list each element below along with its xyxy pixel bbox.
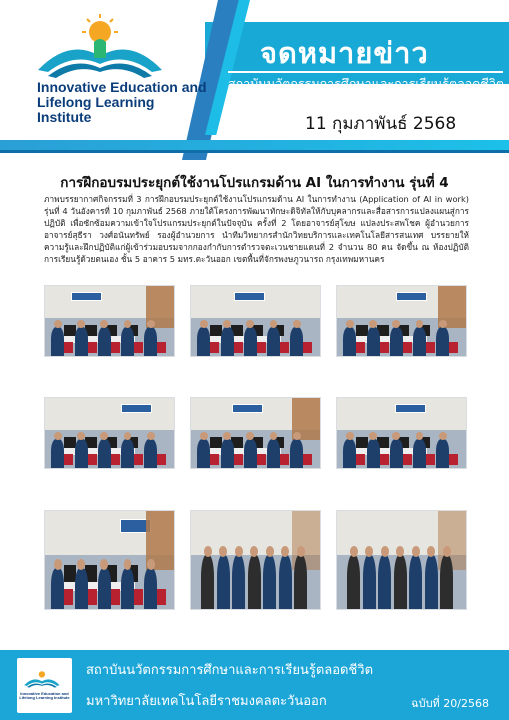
institute-name-en: Innovative Education and Lifelong Learning Institute — [37, 79, 207, 125]
institute-logo — [34, 12, 184, 84]
footer-institute-name: สถาบันนวัตกรรมการศึกษาและการเรียนรู้ตลอดชีวิต — [86, 663, 374, 678]
photo-training-room-2 — [190, 285, 321, 357]
issue-date: 11 กุมภาพันธ์ 2568 — [305, 114, 457, 134]
photo-group-photo-2 — [336, 510, 467, 610]
title-underline — [228, 71, 503, 73]
article-title: การฝึกอบรมประยุกต์ใช้งานโปรแกรมด้าน AI ในการทำงาน รุ่นที่ 4 — [60, 175, 449, 191]
photo-group-photo-1 — [190, 510, 321, 610]
newsletter-header — [0, 0, 509, 160]
newsletter-subtitle: สถาบันนวัตกรรมการศึกษาและการเรียนรู้ตลอดชีวิต — [228, 76, 505, 91]
photo-training-room-7 — [44, 510, 175, 610]
photo-training-room-1 — [44, 285, 175, 357]
photo-training-room-6 — [336, 397, 467, 469]
photo-training-room-5 — [190, 397, 321, 469]
footer-logo — [17, 658, 72, 713]
footer-logo-text: Innovative Education and Lifelong Learning Institute — [19, 691, 70, 701]
header-bottom-rule — [0, 150, 509, 153]
issue-number: ฉบับที่ 20/2568 — [411, 697, 489, 710]
header-top-strip — [205, 0, 509, 22]
footer-university-name: มหาวิทยาลัยเทคโนโลยีราชมงคลตะวันออก — [86, 694, 327, 709]
footer-logo-icon — [23, 666, 66, 692]
article-body: ภาพบรรยากาศกิจกรรมที่ 3 การฝึกอบรมประยุกต์ใช้งานโปรแกรมด้าน AI ในการทำงาน (Application of AI in work) รุ่นที่ 4 วันอังคารที่ 10 กุมภาพันธ์ 2568 ภายใต้โครงการพัฒนาทักษะดิจิทัลให้กับบุคลากรและสื่อสารการแปลงแผนสู่การปฏิบัติ เพื่อซักซ้อมความเข้าใจโปรแกรมประยุกต์ในปัจจุบัน ครั้งที่ 2 โดยอาจารย์สุโฆษ แปลงประสพโชค ผู้อำนวยการ อาจารย์สุธีรา วงศ์อนันทรัพย์ รองผู้อำนวยการ นำทีมวิทยากรสำนักวิทยบริการและเทคโนโลยีสารสนเทศ บรรยายให้ความรู้และฝึกปฏิบัติแก่ผู้เข้าร่วมอบรมจากกองกำกับการตำรวจตะเวนชายแดนที่ 2 จำนวน 80 คน จัดขึ้น ณ ห้องปฏิบัติการเรียนรู้ด้วยตนเอง ชั้น 5 อาคาร 5 มทร.ตะวันออก เขตพื้นที่จักรพงษภูวนารถ กรุงเทพมหานคร — [44, 194, 469, 265]
header-bottom-stripe — [0, 140, 509, 150]
photo-training-room-4 — [44, 397, 175, 469]
newsletter-title: จดหมายข่าว — [260, 36, 429, 70]
photo-training-room-3 — [336, 285, 467, 357]
